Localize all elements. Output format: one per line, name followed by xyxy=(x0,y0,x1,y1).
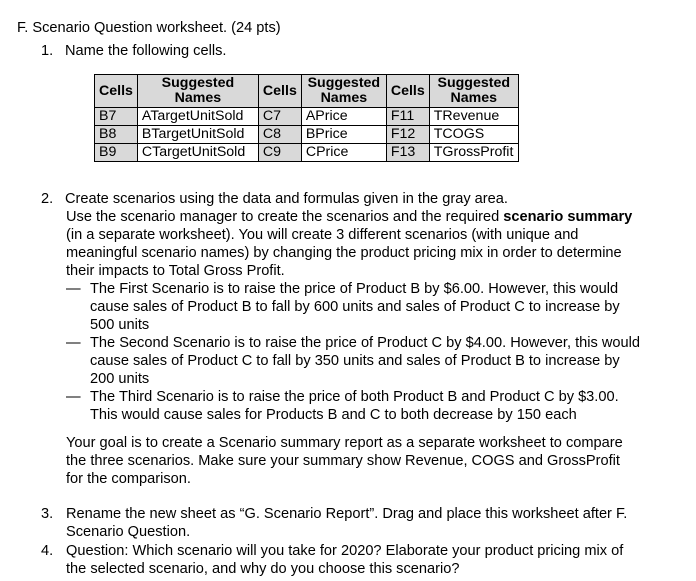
cell-names-table xyxy=(94,74,519,162)
list-item: — The Third Scenario is to raise the price of both Product B and Product C by $3.00. This would cause sales for Products B and C to both decrease by 150 each xyxy=(66,388,641,424)
instructions-text: Use the scenario manager to create the scenarios and the required xyxy=(66,209,504,225)
instructions-paragraph xyxy=(66,208,641,280)
question-number: 2. xyxy=(41,191,54,207)
table-row xyxy=(95,108,519,126)
table-header-row xyxy=(95,75,519,108)
cell-ref: C7 xyxy=(258,108,301,126)
instructions-text: (in a separate worksheet). You will create 3 different scenarios (with unique and meaningful scenario names) by changing the product pricing mix in order to determine their impacts to Total Gross Profit. xyxy=(66,227,622,279)
cell-ref: C8 xyxy=(258,126,301,144)
cell-ref: B9 xyxy=(95,144,138,162)
cell-name: ATargetUnitSold xyxy=(137,108,258,126)
cell-ref: F12 xyxy=(386,126,429,144)
table-row xyxy=(95,126,519,144)
instructions-bold: scenario summary xyxy=(503,209,633,225)
question-2 xyxy=(41,190,641,488)
table-row xyxy=(95,144,519,162)
cell-ref: F11 xyxy=(386,108,429,126)
header-cells: Cells xyxy=(95,75,138,108)
cell-name: TRevenue xyxy=(429,108,518,126)
cell-ref: B8 xyxy=(95,126,138,144)
question-3 xyxy=(41,505,641,541)
cell-ref: C9 xyxy=(258,144,301,162)
question-number: 3. xyxy=(41,506,54,522)
header-cells: Cells xyxy=(386,75,429,108)
question-text: Name the following cells. xyxy=(65,43,227,59)
header-cells: Cells xyxy=(258,75,301,108)
header-suggested-names: Suggested Names xyxy=(301,75,386,108)
question-2-body xyxy=(66,208,641,488)
question-number: 1. xyxy=(41,43,54,59)
question-1 xyxy=(41,43,226,60)
cell-name: BPrice xyxy=(301,126,386,144)
header-suggested-names: Suggested Names xyxy=(429,75,518,108)
list-item: — The First Scenario is to raise the price of Product B by $6.00. However, this would cause sales of Product B to fall by 600 units and sales of Product C to increase by 500 units xyxy=(66,280,641,334)
cell-name: CPrice xyxy=(301,144,386,162)
cell-name: TCOGS xyxy=(429,126,518,144)
question-4 xyxy=(41,542,641,578)
cell-name: APrice xyxy=(301,108,386,126)
question-text: Create scenarios using the data and formulas given in the gray area. xyxy=(65,191,508,207)
goal-paragraph: Your goal is to create a Scenario summary report as a separate worksheet to compare the three scenarios. Make sure your summary show Revenue, COGS and GrossProfit for the comparison. xyxy=(66,435,623,487)
list-item: — The Second Scenario is to raise the price of Product C by $4.00. However, this would cause sales of Product C to fall by 350 units and sales of Product B to increase by 200 units xyxy=(66,334,641,388)
cell-name: BTargetUnitSold xyxy=(137,126,258,144)
header-suggested-names: Suggested Names xyxy=(137,75,258,108)
cell-name: CTargetUnitSold xyxy=(137,144,258,162)
cell-ref: F13 xyxy=(386,144,429,162)
question-text: Question: Which scenario will you take for 2020? Elaborate your product pricing mix of the selected scenario, and why do you choose this scenario? xyxy=(66,543,624,577)
question-number: 4. xyxy=(41,543,54,559)
section-title: F. Scenario Question worksheet. (24 pts) xyxy=(17,20,281,36)
cell-name: TGrossProfit xyxy=(429,144,518,162)
scenario-list xyxy=(66,280,641,424)
cell-ref: B7 xyxy=(95,108,138,126)
question-text: Rename the new sheet as “G. Scenario Report”. Drag and place this worksheet after F. Scenario Question. xyxy=(66,506,628,540)
